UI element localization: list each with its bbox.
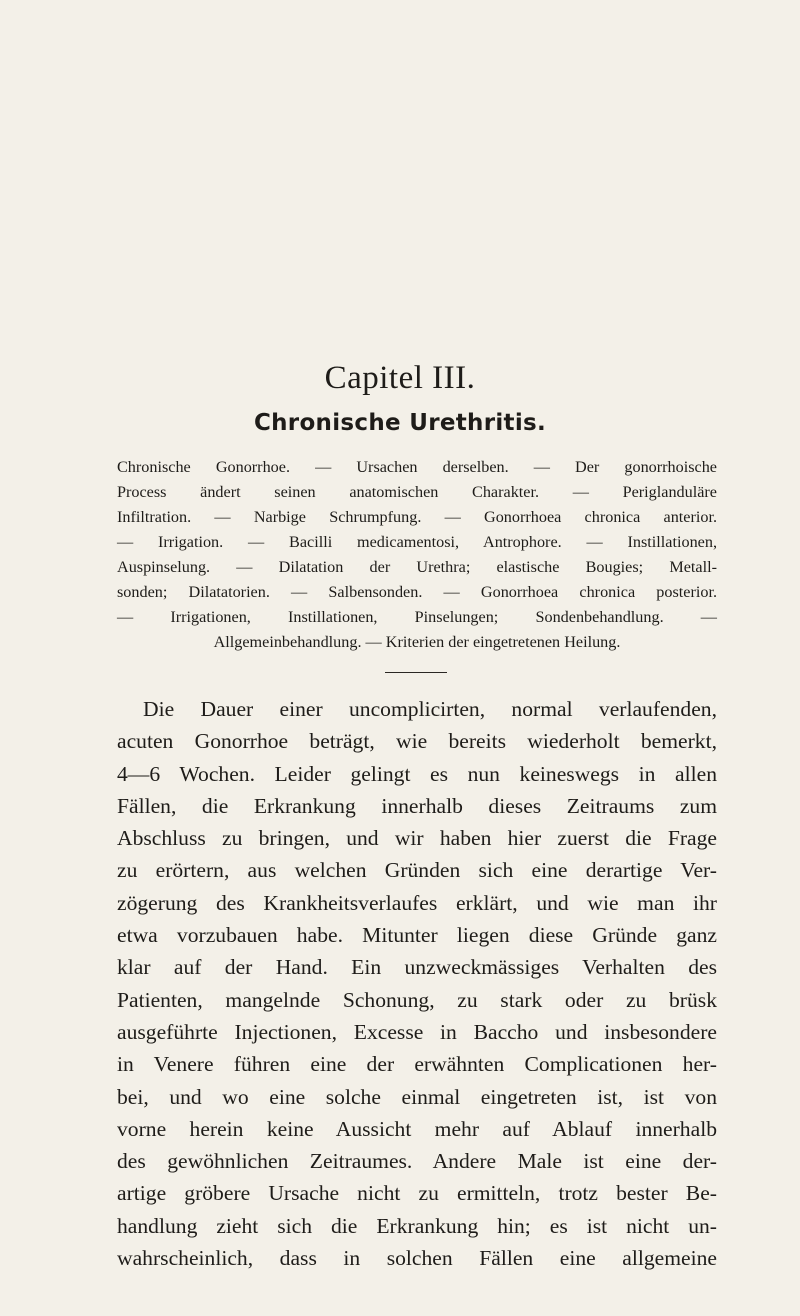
body-line: zögerung des Krankheitsverlaufes erklärt, und wie man ihr [117,890,717,915]
summary-line: Allgemeinbehandlung. — Kriterien der eingetretenen Heilung. [213,633,621,651]
summary-line: Auspinselung. — Dilatation der Urethra; elastische Bougies; Metall- [117,558,717,576]
body-line: vorne herein keine Aussicht mehr auf Ablauf innerhalb [117,1116,717,1141]
summary-line: sonden; Dilatatorien. — Salbensonden. — Gonorrhoea chronica posterior. [117,583,717,601]
body-line: acuten Gonorrhoe beträgt, wie bereits wiederholt bemerkt, [117,729,717,754]
chapter-subtitle: Chronische Urethritis. [253,410,547,436]
body-line: Patienten, mangelnde Schonung, zu stark oder zu brüsk [117,987,717,1012]
summary-line: Process ändert seinen anatomischen Charakter. — Periglanduläre [117,483,717,501]
body-line: bei, und wo eine solche einmal eingetreten ist, ist von [117,1084,717,1109]
body-line: Abschluss zu bringen, und wir haben hier zuerst die Frage [117,826,717,851]
body-line: ausgeführte Injectionen, Excesse in Baccho und insbesondere [117,1019,717,1044]
body-line: zu erörtern, aus welchen Gründen sich eine derartige Ver- [117,858,717,883]
body-line: 4—6 Wochen. Leider gelingt es nun keineswegs in allen [117,761,717,786]
body-line: des gewöhnlichen Zeitraumes. Andere Male ist eine der- [117,1149,717,1174]
chapter-title: Capitel III. [324,360,476,396]
body-line: Die Dauer einer uncomplicirten, normal verlaufenden, [143,697,717,721]
body-line: in Venere führen eine der erwähnten Complicationen her- [117,1052,717,1077]
body-paragraph [117,693,717,1274]
chapter-summary [117,455,717,655]
body-line: etwa vorzubauen habe. Mitunter liegen diese Gründe ganz [117,923,717,948]
summary-line: Infiltration. — Narbige Schrumpfung. — Gonorrhoea chronica anterior. [117,508,717,526]
body-line: klar auf der Hand. Ein unzweckmässiges Verhalten des [117,955,717,980]
body-line: Fällen, die Erkrankung innerhalb dieses Zeitraums zum [117,793,717,818]
summary-line: Chronische Gonorrhoe. — Ursachen derselben. — Der gonorrhoische [117,458,717,476]
body-line: wahrscheinlich, dass in solchen Fällen eine allgemeine [117,1246,717,1271]
body-line: handlung zieht sich die Erkrankung hin; es ist nicht un- [117,1213,717,1238]
summary-line: — Irrigationen, Instillationen, Pinselungen; Sondenbehandlung. — [117,608,717,626]
summary-line: — Irrigation. — Bacilli medicamentosi, Antrophore. — Instillationen, [117,533,717,551]
body-line: artige gröbere Ursache nicht zu ermitteln, trotz bester Be- [117,1181,717,1206]
section-divider [385,672,447,673]
